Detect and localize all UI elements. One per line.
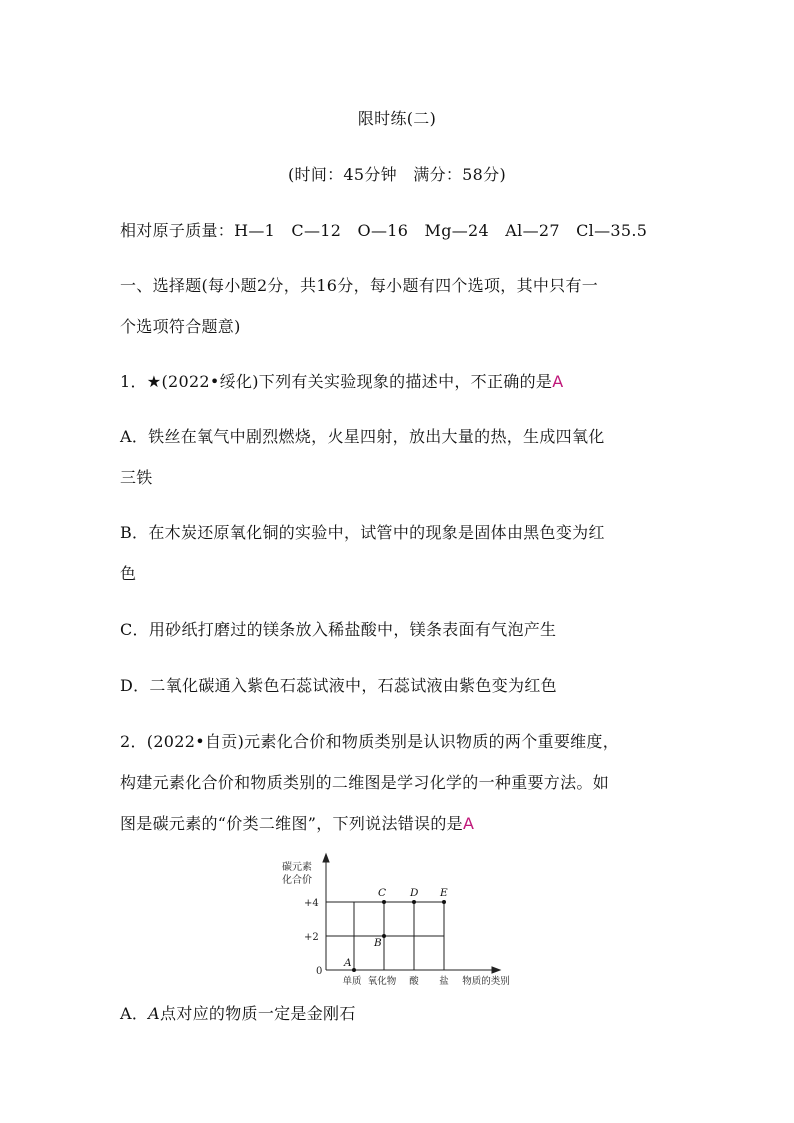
option-c: C．用砂纸打磨过的镁条放入稀盐酸中，镁条表面有气泡产生 <box>120 620 557 639</box>
star-icon: ★ <box>146 372 162 391</box>
answer-mark: A <box>552 372 564 391</box>
data-point <box>382 900 386 904</box>
data-point <box>412 900 416 904</box>
page-subtitle: (时间：45分钟 满分：58分) <box>287 165 506 184</box>
data-point <box>352 968 356 972</box>
option-text: 点对应的物质一定是金刚石 <box>160 1004 356 1023</box>
point-label: C <box>378 887 387 899</box>
page-title: 限时练(二) <box>357 109 437 128</box>
question-2-line-1: 2．(2022•自贡)元素化合价和物质类别是认识物质的两个重要维度， <box>120 732 620 751</box>
x-tick-label: 氧化物 <box>367 976 397 987</box>
question-1-stem <box>120 369 563 392</box>
section-heading-cont: 个选项符合题意) <box>120 317 241 336</box>
option-b-line-2: 色 <box>120 564 137 583</box>
point-label: E <box>440 887 448 899</box>
option-d: D．二氧化碳通入紫色石蕊试液中，石蕊试液由紫色变为红色 <box>120 676 557 695</box>
data-point <box>442 900 446 904</box>
question-text: 图是碳元素的“价类二维图”，下列说法错误的是 <box>120 814 463 833</box>
answer-mark: A <box>462 814 475 833</box>
origin-label: 0 <box>316 966 323 977</box>
option-a-line-1: A．铁丝在氧气中剧烈燃烧，火星四射，放出大量的热，生成四氧化 <box>120 427 605 446</box>
question-2-option-a <box>120 1001 356 1024</box>
x-axis-title: 物质的类别 <box>462 976 510 987</box>
section-heading: 一、选择题(每小题2分，共16分，每小题有四个选项，其中只有一 <box>120 276 599 295</box>
point-label: A <box>344 957 352 969</box>
point-letter: A <box>148 1004 161 1023</box>
data-point <box>382 934 386 938</box>
y-tick-label: +4 <box>304 898 319 909</box>
x-tick-label: 酸 <box>409 976 419 987</box>
atomic-mass-line: 相对原子质量：H—1 C—12 O—16 Mg—24 Al—27 Cl—35.5 <box>120 221 648 240</box>
question-text: (2022•绥化)下列有关实验现象的描述中，不正确的是 <box>161 372 553 391</box>
question-2-line-3 <box>120 811 474 834</box>
option-label: A． <box>120 1004 149 1023</box>
y-axis-label-line-2: 化合价 <box>282 875 312 886</box>
valence-category-chart <box>268 852 528 987</box>
y-axis-label-line-1: 碳元素 <box>282 862 312 873</box>
option-b-line-1: B．在木炭还原氧化铜的实验中，试管中的现象是固体由黑色变为红 <box>120 523 605 542</box>
x-tick-label: 单质 <box>342 976 362 987</box>
x-axis-arrow <box>492 967 500 973</box>
y-axis-arrow <box>323 854 329 862</box>
question-2-line-2: 构建元素化合价和物质类别的二维图是学习化学的一种重要方法。如 <box>120 773 610 792</box>
question-number: 1． <box>120 372 147 391</box>
y-tick-label: +2 <box>304 932 319 943</box>
point-label: B <box>374 937 382 949</box>
x-tick-label: 盐 <box>439 976 449 987</box>
option-a-line-2: 三铁 <box>120 468 153 487</box>
point-label: D <box>410 887 419 899</box>
